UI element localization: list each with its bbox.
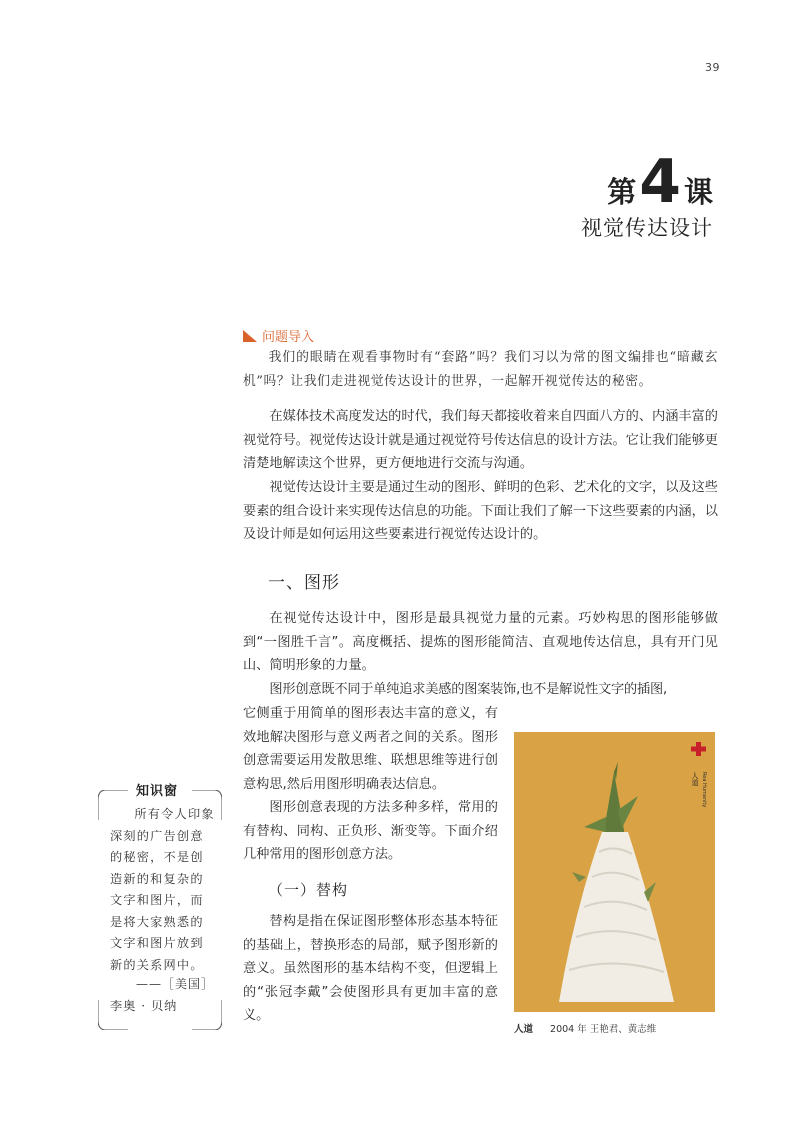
poster-subtext: Rea Humanity bbox=[701, 772, 707, 808]
lesson-title bbox=[607, 147, 713, 217]
figure-caption bbox=[514, 1021, 656, 1035]
sidebar-origin: ——［美国］ bbox=[136, 977, 215, 991]
page-number: 39 bbox=[705, 61, 720, 74]
caption-year: 2004 年 bbox=[550, 1024, 587, 1035]
poster-figure bbox=[514, 732, 715, 1012]
body-paragraph-2: 视觉传达设计主要是通过生动的图形、鲜明的色彩、艺术化的文字，以及这些要素的组合设计来实现传达信息的功能。下面让我们了解一下这些要素的内涵，以及设计师是如何运用这些要素进行视觉传达设计的。 bbox=[243, 480, 718, 542]
section-heading-graphics: 一、图形 bbox=[268, 573, 340, 593]
section-paragraph-1: 在视觉传达设计中，图形是最具视觉力量的元素。巧妙构思的图形能够做到“一图胜千言”。高度概括、提炼的图形能简洁、直观地传达信息，具有开门见山、简明形象的力量。 bbox=[243, 611, 718, 673]
intro-heading-label: 问题导入 bbox=[262, 330, 315, 345]
lesson-prefix: 第 bbox=[607, 175, 637, 209]
section-paragraph-3: 图形创意表现的方法多种多样，常用的有替构、同构、正负形、渐变等。下面介绍几种常用的图形创意方法。 bbox=[243, 800, 498, 862]
lesson-suffix: 课 bbox=[683, 175, 713, 209]
intro-heading bbox=[243, 326, 314, 345]
sidebar-title: 知识窗 bbox=[136, 784, 179, 799]
triangle-marker-icon bbox=[243, 330, 257, 342]
caption-title: 人道 bbox=[514, 1024, 534, 1035]
subsection-heading-substitution: （一）替构 bbox=[268, 881, 349, 899]
caption-authors: 王艳君、黄志维 bbox=[589, 1024, 657, 1035]
intro-text: 我们的眼睛在观看事物时有“套路”吗？我们习以为常的图文编排也“暗藏玄机”吗？让我们走进视觉传达设计的世界，一起解开视觉传达的秘密。 bbox=[243, 350, 718, 389]
section-paragraph-2-rest: 它侧重于用简单的图形表达丰富的意义，有效地解决图形与意义两者之间的关系。图形创意需要运用发散思维、联想思维等进行创意构思,然后用图形明确表达信息。 bbox=[243, 706, 498, 792]
poster-text: 人道 bbox=[691, 772, 699, 786]
section-paragraph-2-line: 图形创意既不同于单纯追求美感的图案装饰,也不是解说性文字的插图, bbox=[269, 682, 667, 697]
lesson-number: 4 bbox=[639, 147, 681, 217]
sidebar-body: 所有令人印象深刻的广告创意的秘密，不是创造新的和复杂的文字和图片，而是将大家熟悉的文字和图片放到新的关系网中。 bbox=[110, 807, 215, 972]
sidebar-author: 李奥 · 贝纳 bbox=[110, 999, 178, 1013]
body-paragraph-1: 在媒体技术高度发达的时代，我们每天都接收着来自四面八方的、内涵丰富的视觉符号。视觉传达设计就是通过视觉符号传达信息的设计方法。它让我们能够更清楚地解读这个世界，更方便地进行交流与沟通。 bbox=[243, 409, 718, 471]
lesson-subtitle: 视觉传达设计 bbox=[581, 216, 713, 240]
subsection-paragraph-1: 替构是指在保证图形整体形态基本特征的基础上，替换形态的局部，赋予图形新的意义。虽然图形的基本结构不变，但逻辑上的“张冠李戴”会使图形具有更加丰富的意义。 bbox=[243, 914, 498, 1023]
bamboo-shoot-illustration bbox=[514, 732, 715, 1012]
